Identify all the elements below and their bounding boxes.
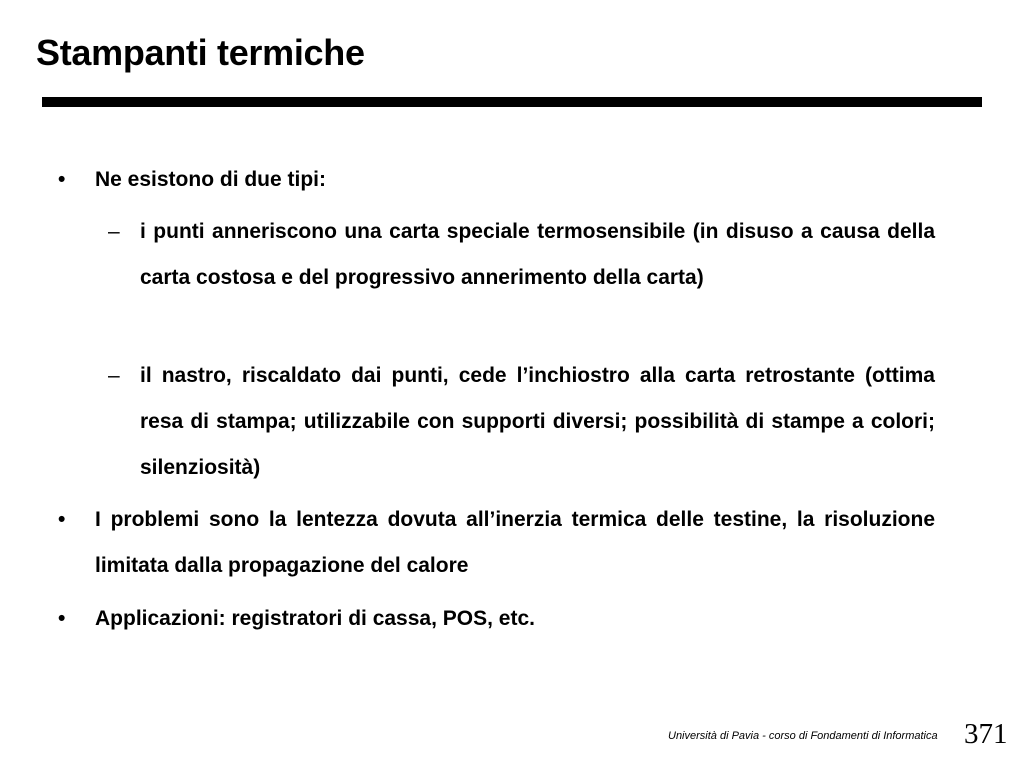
footer-course-text: Università di Pavia - corso di Fondamenti di Informatica	[668, 730, 938, 742]
bullet-item-types: Ne esistono di due tipi:	[95, 168, 327, 191]
sub-item-thermosensitive-paper: i punti anneriscono una carta speciale termosensibile (in disuso a causa della carta costosa e del progressivo annerimento della carta)	[140, 220, 935, 289]
slide-title: Stampanti termiche	[36, 32, 365, 73]
page-number: 371	[964, 718, 1008, 750]
bullet-marker: •	[58, 508, 66, 531]
sub-item-thermal-ribbon: il nastro, riscaldato dai punti, cede l’inchiostro alla carta retrostante (ottima resa di stampa; utilizzabile con supporti diversi; possibilità di stampe a colori; silenziosità)	[140, 364, 935, 479]
dash-marker: –	[108, 364, 120, 387]
dash-marker: –	[108, 220, 120, 243]
bullet-marker: •	[58, 168, 66, 191]
title-underline-rule	[42, 97, 982, 107]
bullet-item-applications: Applicazioni: registratori di cassa, POS, etc.	[95, 607, 535, 630]
bullet-marker: •	[58, 607, 66, 630]
bullet-item-problems: I problemi sono la lentezza dovuta all’inerzia termica delle testine, la risoluzione limitata dalla propagazione del calore	[95, 508, 935, 577]
